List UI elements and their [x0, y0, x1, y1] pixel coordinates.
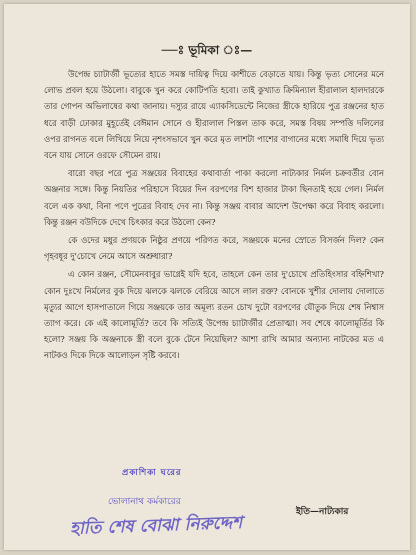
stamp-line-1: প্রকাশিকা ঘরের — [122, 468, 182, 478]
paragraph-4: এ কোন রঞ্জন, সৌমেনবাবুর ভাগ্নেই যদি হবে, তাহলে কেন তার দু'চোখে প্রতিহিংসার বহ্নিশিখা? কোন দুঃখে নির্মলের বুক দিয়ে ঝলকে ঝলকে বেরিয়ে আসে লাল রক্ত? বোনকে খুশীর দোলায় দোলাতে মৃত্যুর আগে হাসপাতালে গিয়ে সঞ্জয়কে তার অমূল্য রতন চোখ দুটো বরপণের যৌতুক দিয়ে শেষ নিশ্বাস ত্যাগ করে। কে এই কালোমূর্তি? তবে কি সত্যিই উপেন্দ্র চ্যাটার্জীর প্রেতাত্মা। সব শেষে কালোমূর্তির কি হলো? সঞ্জয় কি অঞ্জনাকে স্ত্রী বলে বুকে টেনে নিয়েছিল? আশা রাখি আমার অন্যান্য নাটকের মত এ নাটকও দিকে দিকে আলোড়ন সৃষ্টি করবে। — [44, 269, 384, 361]
paragraph-1: উপেন্দ্র চ্যাটার্জী ভূত্যের হাতে সমস্ত দায়িত্ব দিয়ে কাশীতে বেড়াতে যায়। কিন্তু ভৃত্য সোনের মনে লোভ প্রবল হয়ে উঠলো। বাবুকে খুন করে কোটিপতি হবো। তাই কুখ্যাত ক্রিমিন্যাল হীরালাল হালদারকে তার গোপন অভিলাষের কথা জানায়। দস্যুর রায়ে এ্যাকসিডেন্টে নিজের স্ত্রীকে হারিয়ে পুত্র রঞ্জনের হাত ধরে বাড়ী ঢোকার মুহূর্তেই বেঈমান সোনে ও হীরালাল পিস্তল তাক করে, সমস্ত বিষয় সম্পত্তি দলিলের ওপর রাগনত বলে লিখিয়ে নিয়ে নৃশংসভাবে খুন করে মৃত লাশটা পাশের বাগানের মধ্যে সমাধি দিয়ে ভৃত্য বনে যায় সোনে ওরফে সৌমেন রায়। — [44, 69, 384, 161]
signature: ইতি—নাট্যকার — [296, 507, 349, 517]
page-heading: —ঃ ভূমিকা ঃ— — [161, 43, 253, 57]
paragraph-2: বারো বছর পরে পুত্র সঞ্জয়ের বিবাহের কথাবার্তা পাকা করলো নাট্যকার নির্মল চক্রবর্তীর বোন অঞ্জনার সঙ্গে। কিন্তু নিয়তির পরিহাসে বিয়ের দিন বরপণের বিশ হাজার টাকা ছিনতাই হয়ে গেল। নির্মল বলে এক কথা, বিনা পণে পুত্রের বিবাহ দেব না। কিন্তু সঞ্জয় বাবার আদেশ উপেক্ষা করে বিবাহ করলো। কিন্তু রঞ্জন বউদিকে দেখে চিৎকার করে উঠলো কেন? — [44, 168, 384, 227]
paragraph-3: কে ওদের মধুর প্রণয়কে নিষ্ঠুর প্রণয়ে পরিণত করে, সঞ্জয়কে মনের স্রোতে বিসর্জন দিল? কেন গৃহবধূর দু'চোখে নেমে আসে অশ্রুধারা? — [44, 235, 384, 262]
document-page — [4, 4, 410, 550]
stamp-line-3: হাতি শেষ বোঝা নিরুদ্দেশ — [69, 513, 243, 539]
preface-body — [44, 66, 384, 364]
stamp-line-2: ভোলানাথ কর্মকারের — [108, 497, 181, 507]
